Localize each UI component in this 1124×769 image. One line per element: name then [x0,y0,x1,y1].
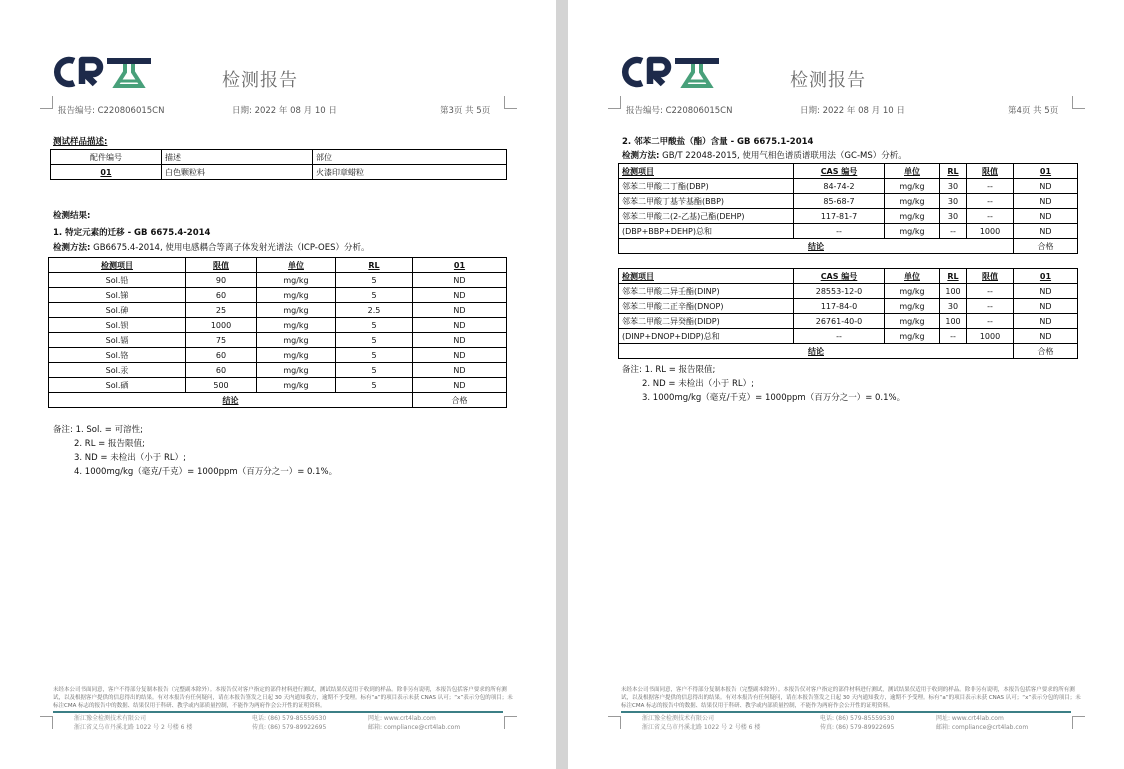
phthalate-table-2 [618,268,1078,359]
report-page-3 [0,0,556,769]
table-row [49,303,507,318]
unit-cell: mg/kg [885,314,940,329]
item-cell: Sol.汞 [49,363,186,378]
cas-cell: 26761-40-0 [794,314,885,329]
item-cell: Sol.钡 [49,318,186,333]
result-cell: ND [1014,284,1078,299]
note-line: 4. 1000mg/kg（毫克/千克）= 1000ppm（百万分之一）= 0.1%。 [74,467,338,477]
page-gutter [556,0,568,769]
sample-cell: 白色颗粒料 [162,165,313,180]
crop-mark [504,716,517,729]
page-number: 第4页 共 5页 [1008,106,1059,116]
sample-header-cell: 配件编号 [51,150,162,165]
item-cell: 邻苯二甲酸丁基苄基酯(BBP) [619,194,794,209]
rl-cell: 5 [336,348,413,363]
fax-text: 传真: (86) 579-89922695 [820,724,895,731]
sample-description-heading: 测试样品描述: [53,137,108,147]
crt-logo [620,52,730,92]
conclusion-value: 合格 [1014,239,1078,254]
company-name: 浙江豫全检测技术有限公司 [74,715,147,722]
phone-text: 电话: (86) 579-85559530 [252,715,327,722]
limit-cell: 75 [186,333,257,348]
method-line [622,151,907,162]
footer-web [368,714,460,732]
footer-disclaimer: 未经本公司书面同意，客户不得部分复制本报告（完整副本除外）。本报告仅对客户指定的部件材料进行测试，测试结果仅适用于收到的样品。除非另有说明，本报告包括客户要求的所有测试，以及根据客户提供的信息得出的结果。有对本报告有任何疑问，请在本报告签发之日起 30 天内通知我方，逾期不予受理。标有“a”的项目表示未获 CNAS 认可；“x”表示分包的项目；未标注CMA 标志的报告中的数据、结果仅用于科研、教学或内部质量控制，不能作为两府作会公开性的证明资料。 [53,687,513,709]
table-row [619,314,1078,329]
item-cell: 邻苯二甲酸二正辛酯(DNOP) [619,299,794,314]
item-cell: Sol.砷 [49,303,186,318]
elements-table [48,257,507,408]
report-number: 报告编号: C220806015CN [58,106,165,116]
note-line: 3. 1000mg/kg（毫克/千克）= 1000ppm（百万分之一）= 0.1%。 [642,393,906,403]
item-cell: 邻苯二甲酸二丁酯(DBP) [619,179,794,194]
table-row [619,284,1078,299]
report-title: 检测报告 [790,70,866,91]
result-cell: ND [1014,179,1078,194]
footer-web [936,714,1028,732]
item-cell: Sol.镉 [49,333,186,348]
column-header: 检测项目 [619,164,794,179]
cas-cell: 117-84-0 [794,299,885,314]
unit-cell: mg/kg [257,348,336,363]
column-header: 01 [413,258,507,273]
table-row [49,363,507,378]
report-title: 检测报告 [222,70,298,91]
results-heading: 检测结果: [53,211,91,221]
rl-cell: 5 [336,273,413,288]
rl-cell: 100 [940,284,967,299]
unit-cell: mg/kg [885,299,940,314]
table-row [49,333,507,348]
table-row [49,378,507,393]
company-address: 浙江省义乌市丹溪北路 1022 号 2 号楼 6 楼 [74,724,193,731]
method-text: GB/T 22048-2015, 使用气相色谱质谱联用法（GC-MS）分析。 [662,151,907,161]
table-row [619,329,1078,344]
footer-company [642,714,760,732]
unit-cell: mg/kg [257,303,336,318]
crop-mark [608,96,621,109]
table-row [619,299,1078,314]
result-cell: ND [413,348,507,363]
section-heading: 2. 邻苯二甲酸盐（酯）含量 - GB 6675.1-2014 [622,137,814,147]
table-row [49,273,507,288]
result-cell: ND [413,288,507,303]
result-cell: ND [413,378,507,393]
limit-cell: -- [967,314,1014,329]
email-link[interactable]: 邮箱: compliance@crt4lab.com [936,724,1029,731]
footer-rule [621,711,1071,713]
rl-cell: 5 [336,363,413,378]
footer-contact [252,714,326,732]
footer-disclaimer: 未经本公司书面同意，客户不得部分复制本报告（完整副本除外）。本报告仅对客户指定的部件材料进行测试，测试结果仅适用于收到的样品。除非另有说明，本报告包括客户要求的所有测试，以及根据客户提供的信息得出的结果。有对本报告有任何疑问，请在本报告签发之日起 30 天内通知我方，逾期不予受理。标有“a”的项目表示未获 CNAS 认可；“x”表示分包的项目；未标注CMA 标志的报告中的数据、结果仅用于科研、教学或内部质量控制，不能作为两府作会公开性的证明资料。 [621,687,1081,709]
phone-text: 电话: (86) 579-85559530 [820,715,895,722]
rl-cell: 5 [336,318,413,333]
column-header: 单位 [885,269,940,284]
crop-mark [608,716,621,729]
limit-cell: 60 [186,288,257,303]
table-row [619,194,1078,209]
sample-header-cell: 描述 [162,150,313,165]
column-header: 限值 [967,164,1014,179]
cas-cell: -- [794,224,885,239]
note-line: 备注: 1. Sol. = 可溶性; [53,425,143,435]
column-header: 检测项目 [619,269,794,284]
column-header: 单位 [257,258,336,273]
column-header: 01 [1014,164,1078,179]
cas-cell: 117-81-7 [794,209,885,224]
column-header: CAS 编号 [794,164,885,179]
note-line: 备注: 1. RL = 报告限值; [622,365,716,375]
crop-mark [1072,716,1085,729]
crop-mark [40,716,53,729]
unit-cell: mg/kg [257,333,336,348]
unit-cell: mg/kg [885,194,940,209]
rl-cell: -- [940,329,967,344]
rl-cell: 30 [940,209,967,224]
result-cell: ND [413,363,507,378]
crop-mark [40,96,53,109]
cas-cell: 84-74-2 [794,179,885,194]
result-cell: ND [413,333,507,348]
item-cell: Sol.锑 [49,288,186,303]
unit-cell: mg/kg [885,224,940,239]
item-cell: Sol.铬 [49,348,186,363]
unit-cell: mg/kg [257,363,336,378]
limit-cell: -- [967,209,1014,224]
item-cell: (DINP+DNOP+DIDP)总和 [619,329,794,344]
result-cell: ND [413,303,507,318]
table-row [49,348,507,363]
conclusion-value: 合格 [413,393,507,408]
column-header: RL [940,269,967,284]
company-address: 浙江省义乌市丹溪北路 1022 号 2 号楼 6 楼 [642,724,761,731]
unit-cell: mg/kg [257,273,336,288]
unit-cell: mg/kg [885,179,940,194]
method-text: GB6675.4-2014, 使用电感耦合等离子体发射光谱法（ICP-OES）分析。 [93,243,370,253]
email-link[interactable]: 邮箱: compliance@crt4lab.com [368,724,461,731]
conclusion-label: 结论 [619,239,1014,254]
column-header: CAS 编号 [794,269,885,284]
rl-cell: 2.5 [336,303,413,318]
unit-cell: mg/kg [885,284,940,299]
item-cell: 邻苯二甲酸二(2-乙基)己酯(DEHP) [619,209,794,224]
rl-cell: 5 [336,333,413,348]
crop-mark [504,96,517,109]
limit-cell: 1000 [186,318,257,333]
item-cell: Sol.铅 [49,273,186,288]
sample-cell: 火漆印章蜡粒 [313,165,507,180]
result-cell: ND [1014,329,1078,344]
item-cell: Sol.硒 [49,378,186,393]
result-cell: ND [1014,224,1078,239]
limit-cell: -- [967,284,1014,299]
limit-cell: 500 [186,378,257,393]
result-cell: ND [1014,209,1078,224]
limit-cell: -- [967,299,1014,314]
rl-cell: 30 [940,299,967,314]
crt-logo [52,52,162,92]
report-date: 日期: 2022 年 08 月 10 日 [800,106,905,116]
limit-cell: -- [967,194,1014,209]
limit-cell: 25 [186,303,257,318]
rl-cell: 5 [336,288,413,303]
unit-cell: mg/kg [257,318,336,333]
sample-cell: 01 [51,165,162,180]
fax-text: 传真: (86) 579-89922695 [252,724,327,731]
result-cell: ND [1014,314,1078,329]
section-heading: 1. 特定元素的迁移 - GB 6675.4-2014 [53,228,211,238]
column-header: RL [940,164,967,179]
limit-cell: 60 [186,348,257,363]
report-page-4 [568,0,1124,769]
limit-cell: -- [967,179,1014,194]
note-line: 3. ND = 未检出（小于 RL）; [74,453,186,463]
table-row [619,224,1078,239]
conclusion-label: 结论 [49,393,413,408]
unit-cell: mg/kg [257,288,336,303]
column-header: 检测项目 [49,258,186,273]
item-cell: 邻苯二甲酸二异癸酯(DIDP) [619,314,794,329]
website-link[interactable]: 网址: www.crt4lab.com [936,715,1004,722]
method-line [53,243,370,254]
website-link[interactable]: 网址: www.crt4lab.com [368,715,436,722]
item-cell: 邻苯二甲酸二异壬酯(DINP) [619,284,794,299]
conclusion-value: 合格 [1014,344,1078,359]
unit-cell: mg/kg [885,329,940,344]
limit-cell: 60 [186,363,257,378]
table-row [619,179,1078,194]
limit-cell: 1000 [967,329,1014,344]
conclusion-label: 结论 [619,344,1014,359]
cas-cell: -- [794,329,885,344]
footer-contact [820,714,894,732]
table-row [49,288,507,303]
unit-cell: mg/kg [885,209,940,224]
footer-rule [53,711,503,713]
rl-cell: 30 [940,194,967,209]
rl-cell: 5 [336,378,413,393]
phthalate-table-1 [618,163,1078,254]
column-header: 单位 [885,164,940,179]
column-header: 限值 [967,269,1014,284]
cas-cell: 85-68-7 [794,194,885,209]
method-label: 检测方法: [53,243,91,253]
result-cell: ND [413,273,507,288]
column-header: 01 [1014,269,1078,284]
note-line: 2. RL = 报告限值; [74,439,145,449]
report-date: 日期: 2022 年 08 月 10 日 [232,106,337,116]
sample-header-cell: 部位 [313,150,507,165]
rl-cell: 30 [940,179,967,194]
footer-company [74,714,192,732]
report-number: 报告编号: C220806015CN [626,106,733,116]
unit-cell: mg/kg [257,378,336,393]
page-number: 第3页 共 5页 [440,106,491,116]
limit-cell: 90 [186,273,257,288]
result-cell: ND [1014,194,1078,209]
limit-cell: 1000 [967,224,1014,239]
company-name: 浙江豫全检测技术有限公司 [642,715,715,722]
note-line: 2. ND = 未检出（小于 RL）; [642,379,754,389]
crop-mark [1072,96,1085,109]
cas-cell: 28553-12-0 [794,284,885,299]
column-header: 限值 [186,258,257,273]
result-cell: ND [1014,299,1078,314]
item-cell: (DBP+BBP+DEHP)总和 [619,224,794,239]
result-cell: ND [413,318,507,333]
rl-cell: 100 [940,314,967,329]
method-label: 检测方法: [622,151,660,161]
column-header: RL [336,258,413,273]
table-row [619,209,1078,224]
table-row [49,318,507,333]
rl-cell: -- [940,224,967,239]
sample-table [50,149,507,180]
